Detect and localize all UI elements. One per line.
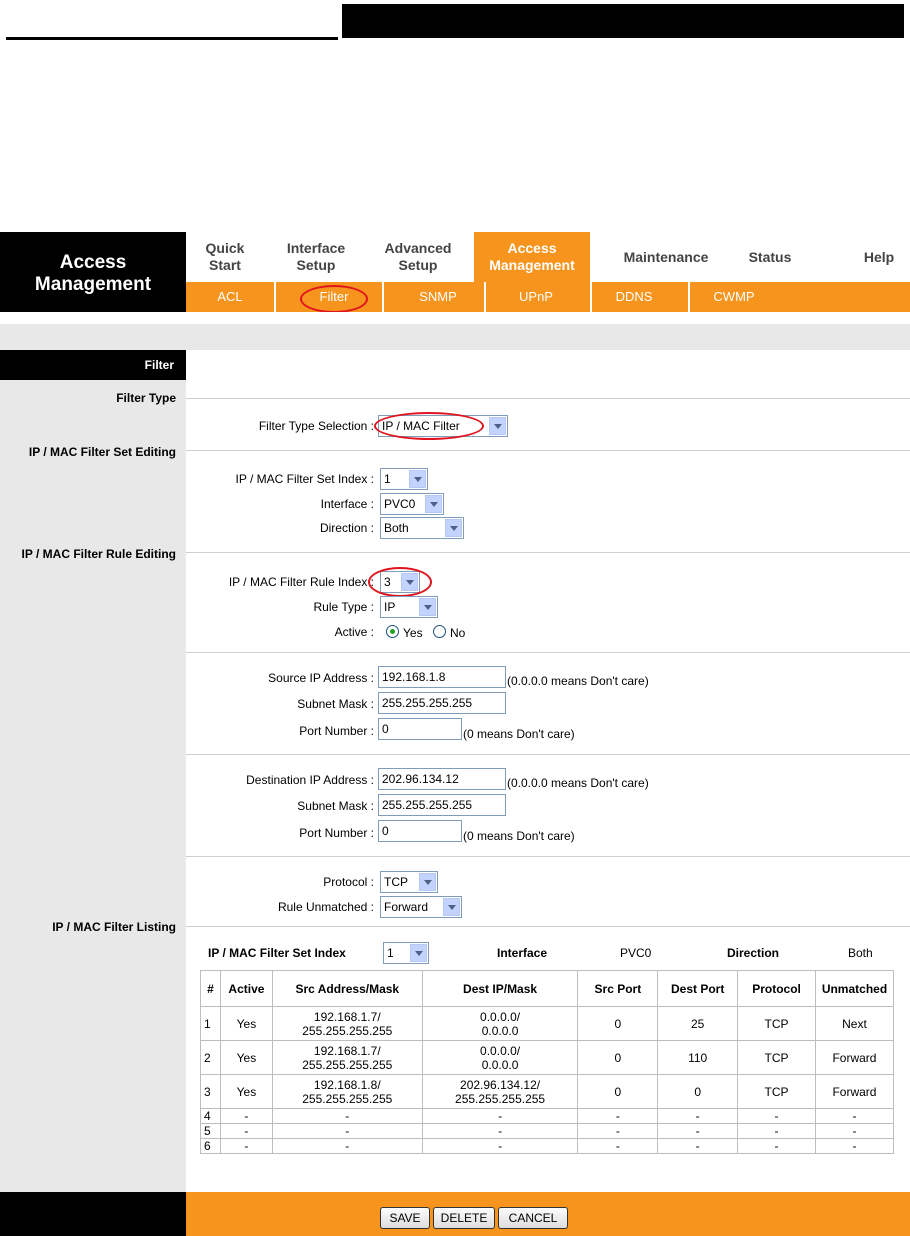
table-cell: - xyxy=(815,1139,893,1154)
chevron-down-icon xyxy=(443,898,460,916)
col-header: Dest IP/Mask xyxy=(422,971,578,1007)
chevron-down-icon xyxy=(419,598,436,616)
table-row xyxy=(201,1124,894,1139)
active-label: Active : xyxy=(334,625,374,639)
table-cell: - xyxy=(220,1109,272,1124)
table-cell: Next xyxy=(815,1007,893,1041)
divider xyxy=(186,652,910,653)
table-row xyxy=(201,1007,894,1041)
table-header-row xyxy=(201,971,894,1007)
table-cell: 192.168.1.7/ 255.255.255.255 xyxy=(272,1041,422,1075)
dst-mask-input[interactable]: 255.255.255.255 xyxy=(378,794,506,816)
subnav-filter[interactable]: Filter xyxy=(319,289,349,304)
listing-direction-label: Direction xyxy=(727,946,780,960)
chevron-down-icon xyxy=(445,519,462,537)
col-header: Src Port xyxy=(578,971,658,1007)
filter-listing-table xyxy=(200,970,894,1154)
rule-index-highlight xyxy=(368,567,432,597)
col-header: Unmatched xyxy=(815,971,893,1007)
protocol-select[interactable] xyxy=(380,871,438,893)
dst-ip-input[interactable]: 202.96.134.12 xyxy=(378,768,506,790)
src-mask-label: Subnet Mask : xyxy=(297,697,374,711)
chevron-down-icon xyxy=(425,495,442,513)
nav-label: Maintenance xyxy=(623,248,709,265)
filter-type-highlight xyxy=(374,412,484,440)
table-cell: - xyxy=(815,1124,893,1139)
dst-ip-label: Destination IP Address : xyxy=(246,773,374,787)
divider xyxy=(186,856,910,857)
table-cell: 25 xyxy=(658,1007,738,1041)
table-cell: 5 xyxy=(201,1124,221,1139)
table-cell: Forward xyxy=(815,1041,893,1075)
filter-type-label: Filter Type Selection : xyxy=(258,419,374,433)
table-body xyxy=(201,1007,894,1154)
nav-label: Status xyxy=(748,248,792,265)
divider xyxy=(186,552,910,553)
sidebar-filter-heading: Filter xyxy=(0,350,186,380)
set-index-select[interactable] xyxy=(380,468,428,490)
subnav-separator xyxy=(484,282,486,312)
table-cell: Forward xyxy=(815,1075,893,1109)
unmatched-label: Rule Unmatched : xyxy=(277,900,374,914)
table-cell: - xyxy=(578,1109,658,1124)
col-header: Protocol xyxy=(738,971,816,1007)
table-cell: 0 xyxy=(578,1041,658,1075)
sub-nav xyxy=(186,282,910,312)
table-cell: - xyxy=(815,1109,893,1124)
sidebar-filter-type: Filter Type xyxy=(116,391,176,405)
nav-status[interactable] xyxy=(734,232,806,282)
brand-line-1: Access xyxy=(59,252,127,273)
nav-label: Interface xyxy=(286,240,346,256)
rule-type-label: Rule Type : xyxy=(313,600,374,614)
table-cell: 0.0.0.0/ 0.0.0.0 xyxy=(422,1041,578,1075)
direction-label: Direction : xyxy=(319,521,374,535)
active-no-radio[interactable] xyxy=(433,625,446,638)
sidebar-rule-editing: IP / MAC Filter Rule Editing xyxy=(21,547,176,561)
col-header: # xyxy=(201,971,221,1007)
table-cell: - xyxy=(738,1139,816,1154)
table-cell: 202.96.134.12/ 255.255.255.255 xyxy=(422,1075,578,1109)
active-no-label: No xyxy=(450,626,466,640)
table-cell: 0 xyxy=(578,1075,658,1109)
direction-value: Both xyxy=(384,521,409,535)
listing-set-index-value: 1 xyxy=(387,946,394,960)
dst-port-input[interactable]: 0 xyxy=(378,820,462,842)
nav-label: Help xyxy=(863,248,895,265)
col-header: Src Address/Mask xyxy=(272,971,422,1007)
nav-label: Quick xyxy=(205,240,245,256)
divider xyxy=(186,398,910,399)
footer-left xyxy=(0,1192,186,1236)
main-nav xyxy=(186,232,910,282)
sidebar-listing: IP / MAC Filter Listing xyxy=(52,920,176,934)
src-mask-input[interactable]: 255.255.255.255 xyxy=(378,692,506,714)
table-cell: - xyxy=(738,1124,816,1139)
subnav-snmp[interactable]: SNMP xyxy=(419,289,457,304)
table-cell: TCP xyxy=(738,1041,816,1075)
table-cell: - xyxy=(220,1124,272,1139)
table-cell: 2 xyxy=(201,1041,221,1075)
table-cell: - xyxy=(578,1124,658,1139)
cancel-button[interactable]: CANCEL xyxy=(498,1207,568,1229)
table-cell: TCP xyxy=(738,1007,816,1041)
table-cell: - xyxy=(422,1109,578,1124)
rule-type-select[interactable] xyxy=(380,596,438,618)
table-cell: 110 xyxy=(658,1041,738,1075)
spacer xyxy=(0,312,910,324)
table-cell: - xyxy=(220,1139,272,1154)
nav-help[interactable] xyxy=(854,232,904,282)
table-row xyxy=(201,1139,894,1154)
table-cell: 3 xyxy=(201,1075,221,1109)
document-header-bar xyxy=(342,4,904,38)
nav-advanced-setup[interactable] xyxy=(368,232,468,282)
table-cell: - xyxy=(272,1109,422,1124)
table-cell: Yes xyxy=(220,1075,272,1109)
table-cell: 192.168.1.7/ 255.255.255.255 xyxy=(272,1007,422,1041)
listing-set-index-label: IP / MAC Filter Set Index xyxy=(208,946,346,960)
title-band xyxy=(0,324,910,350)
nav-interface-setup[interactable] xyxy=(264,232,368,282)
nav-access-management[interactable] xyxy=(474,232,590,282)
section-brand xyxy=(0,232,186,312)
table-cell: - xyxy=(658,1109,738,1124)
subnav-separator xyxy=(688,282,690,312)
active-yes-label: Yes xyxy=(403,626,423,640)
set-index-label: IP / MAC Filter Set Index : xyxy=(235,472,374,486)
delete-button[interactable]: DELETE xyxy=(433,1207,495,1229)
chevron-down-icon xyxy=(419,873,436,891)
table-cell: Yes xyxy=(220,1041,272,1075)
table-cell: - xyxy=(658,1124,738,1139)
divider xyxy=(186,754,910,755)
chevron-down-icon xyxy=(410,944,427,962)
col-header: Dest Port xyxy=(658,971,738,1007)
rule-index-value: 3 xyxy=(384,575,391,589)
rule-index-label: IP / MAC Filter Rule Index : xyxy=(228,575,374,589)
sidebar xyxy=(0,350,186,1192)
divider xyxy=(186,926,910,927)
subnav-separator xyxy=(382,282,384,312)
document-header-rule xyxy=(6,37,338,40)
table-cell: 1 xyxy=(201,1007,221,1041)
table-cell: - xyxy=(422,1124,578,1139)
table-cell: - xyxy=(658,1139,738,1154)
filter-highlight-circle xyxy=(300,285,368,313)
divider xyxy=(186,450,910,451)
table-cell: Yes xyxy=(220,1007,272,1041)
interface-label: Interface : xyxy=(320,497,374,511)
direction-select[interactable] xyxy=(380,517,464,539)
listing-interface-label: Interface xyxy=(497,946,548,960)
nav-label: Management xyxy=(489,257,575,273)
table-cell: - xyxy=(272,1124,422,1139)
chevron-down-icon xyxy=(489,417,506,435)
nav-label: Advanced xyxy=(384,240,452,256)
col-header: Active xyxy=(220,971,272,1007)
nav-maintenance[interactable] xyxy=(610,232,722,282)
dst-port-hint: (0 means Don't care) xyxy=(463,829,575,843)
protocol-value: TCP xyxy=(384,875,408,889)
subnav-ddns[interactable]: DDNS xyxy=(615,289,653,304)
table-cell: - xyxy=(738,1109,816,1124)
table-row xyxy=(201,1109,894,1124)
subnav-upnp[interactable]: UPnP xyxy=(519,289,553,304)
listing-direction-value: Both xyxy=(848,946,873,960)
filter-type-value: IP / MAC Filter xyxy=(382,419,460,433)
nav-label: Access xyxy=(507,240,557,256)
src-ip-label: Source IP Address : xyxy=(268,671,374,685)
listing-set-index-select[interactable] xyxy=(383,942,429,964)
src-ip-input[interactable]: 192.168.1.8 xyxy=(378,666,506,688)
table-cell: 6 xyxy=(201,1139,221,1154)
interface-select[interactable] xyxy=(380,493,444,515)
table-cell: - xyxy=(272,1139,422,1154)
sidebar-set-editing: IP / MAC Filter Set Editing xyxy=(28,445,176,459)
interface-value: PVC0 xyxy=(384,497,416,511)
table-cell: - xyxy=(422,1139,578,1154)
subnav-acl[interactable]: ACL xyxy=(217,289,243,304)
table-cell: 0 xyxy=(658,1075,738,1109)
src-port-label: Port Number : xyxy=(299,724,374,738)
nav-label: Setup xyxy=(296,257,336,273)
unmatched-value: Forward xyxy=(384,900,429,914)
subnav-separator xyxy=(274,282,276,312)
table-row xyxy=(201,1041,894,1075)
listing-interface-value: PVC0 xyxy=(620,946,652,960)
active-yes-radio[interactable] xyxy=(386,625,399,638)
router-window xyxy=(0,232,910,1236)
save-button[interactable]: SAVE xyxy=(380,1207,430,1229)
table-cell: 0 xyxy=(578,1007,658,1041)
src-port-input[interactable]: 0 xyxy=(378,718,462,740)
dst-ip-hint: (0.0.0.0 means Don't care) xyxy=(507,776,649,790)
rule-type-value: IP xyxy=(384,600,396,614)
dst-mask-label: Subnet Mask : xyxy=(297,799,374,813)
unmatched-select[interactable] xyxy=(380,896,462,918)
src-ip-hint: (0.0.0.0 means Don't care) xyxy=(507,674,649,688)
nav-label: Setup xyxy=(398,257,438,273)
nav-quick-start[interactable] xyxy=(186,232,264,282)
brand-line-2: Management xyxy=(34,274,152,295)
subnav-cwmp[interactable]: CWMP xyxy=(713,289,755,304)
table-cell: - xyxy=(578,1139,658,1154)
table-cell: 192.168.1.8/ 255.255.255.255 xyxy=(272,1075,422,1109)
set-index-value: 1 xyxy=(384,472,391,486)
src-port-hint: (0 means Don't care) xyxy=(463,727,575,741)
dst-port-label: Port Number : xyxy=(299,826,374,840)
table-cell: TCP xyxy=(738,1075,816,1109)
nav-label: Start xyxy=(209,257,241,273)
table-cell: 4 xyxy=(201,1109,221,1124)
protocol-label: Protocol : xyxy=(323,875,374,889)
subnav-separator xyxy=(590,282,592,312)
table-cell: 0.0.0.0/ 0.0.0.0 xyxy=(422,1007,578,1041)
chevron-down-icon xyxy=(409,470,426,488)
table-row xyxy=(201,1075,894,1109)
